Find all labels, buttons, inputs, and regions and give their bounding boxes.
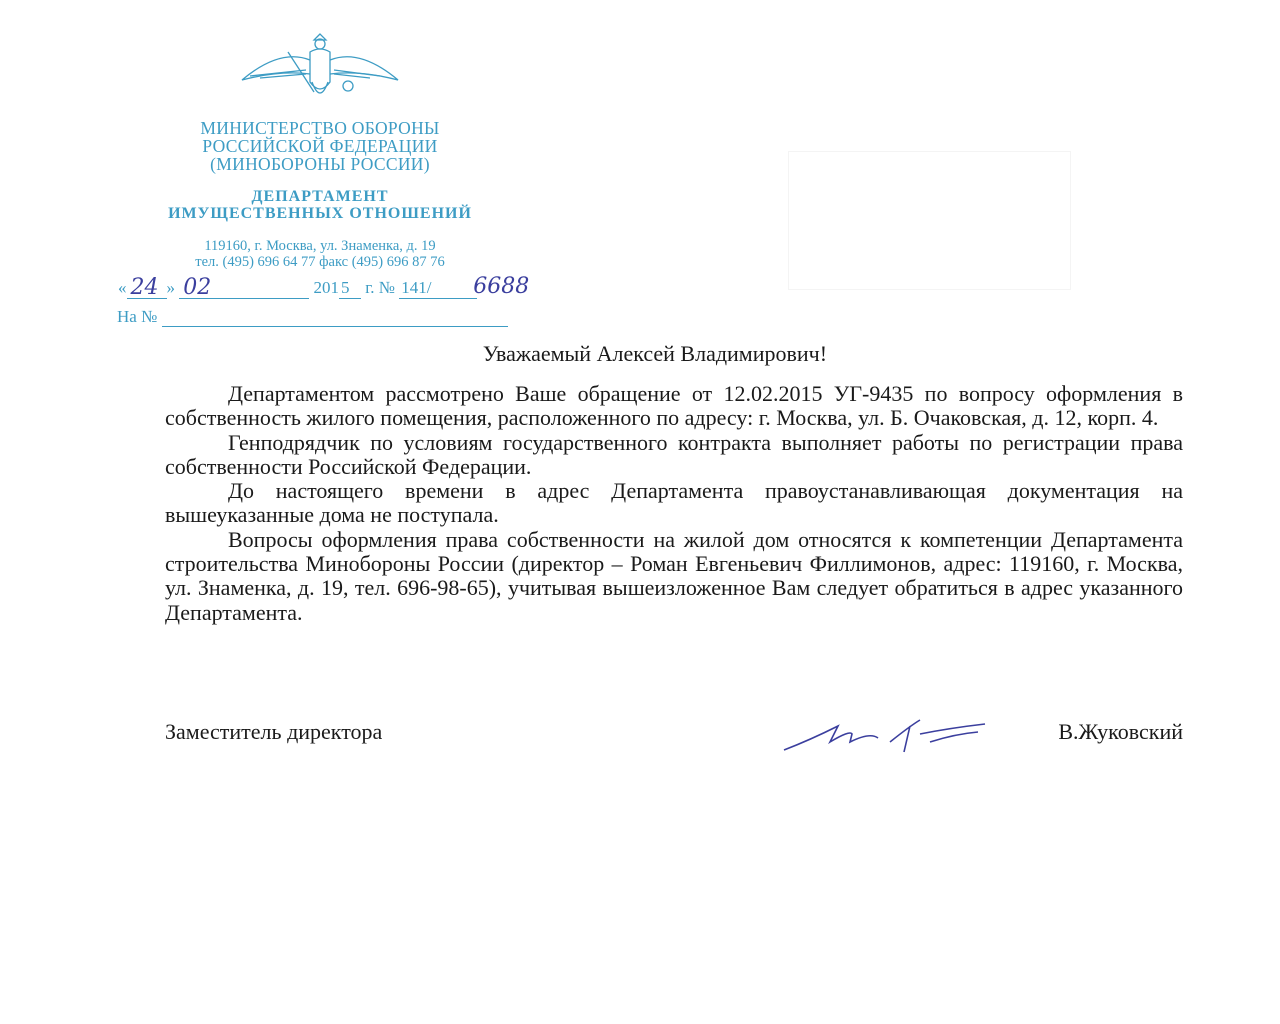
paragraph: Вопросы оформления права собственности на жилой дом относятся к компетенции Департамента строительства Минобороны России (директор – Роман Евгеньевич Филлимонов, адрес: 119160, г. Москва, ул. Знаменка, д. 19, тел. 696-98-65), учитывая вышеизложенное Вам следует обратиться в адрес указанного Департамента.	[165, 526, 1183, 625]
redacted-recipient-area	[789, 152, 1070, 289]
department-line: ИМУЩЕСТВЕННЫХ ОТНОШЕНИЙ	[168, 205, 472, 222]
ministry-line: МИНИСТЕРСТВО ОБОРОНЫ	[200, 118, 440, 138]
letterhead-contacts	[110, 238, 530, 270]
signer-name: В.Жуковский	[1058, 719, 1183, 744]
handwritten-number: 6688	[473, 274, 530, 299]
year-number-label: г. №	[365, 278, 396, 297]
reply-to-line	[117, 306, 508, 327]
emblem	[240, 30, 400, 113]
year-prefix: 201	[313, 278, 339, 297]
handwritten-signature	[780, 712, 990, 762]
letterhead-phone: тел. (495) 696 64 77 факс (495) 696 87 76	[195, 254, 445, 270]
double-headed-eagle-icon	[240, 30, 400, 108]
ministry-line: РОССИЙСКОЙ ФЕДЕРАЦИИ	[202, 136, 438, 156]
signer-position: Заместитель директора	[165, 719, 383, 744]
ministry-line: (МИНОБОРОНЫ РОССИИ)	[210, 154, 430, 174]
handwritten-day: 24	[130, 275, 159, 300]
greeting: Уважаемый Алексей Владимирович!	[482, 341, 828, 366]
ministry-name	[120, 119, 520, 173]
letter-body	[165, 382, 1183, 625]
paragraph: Департаментом рассмотрено Ваше обращение от 12.02.2015 УГ-9435 по вопросу оформления в собственность жилого помещения, расположенного по адресу: г. Москва, ул. Б. Очаковская, д. 12, корп. 4.	[165, 381, 1183, 431]
date-number-line: « 24 » 02 201 5 г. № 141/ 6688	[118, 274, 530, 300]
paragraph: Генподрядчик по условиям государственного контракта выполняет работы по регистрации права собственности Российской Федерации.	[165, 429, 1183, 479]
department-name	[100, 188, 540, 222]
reply-to-label: На №	[117, 307, 158, 326]
number-prefix: 141/	[401, 278, 432, 297]
department-line: ДЕПАРТАМЕНТ	[251, 188, 389, 205]
handwritten-month: 02	[183, 275, 212, 300]
paragraph: До настоящего времени в адрес Департамента правоустанавливающая документация на вышеуказанные дома не поступала.	[165, 478, 1183, 528]
year-suffix: 5	[341, 278, 350, 297]
letterhead-address: 119160, г. Москва, ул. Знаменка, д. 19	[204, 238, 436, 254]
